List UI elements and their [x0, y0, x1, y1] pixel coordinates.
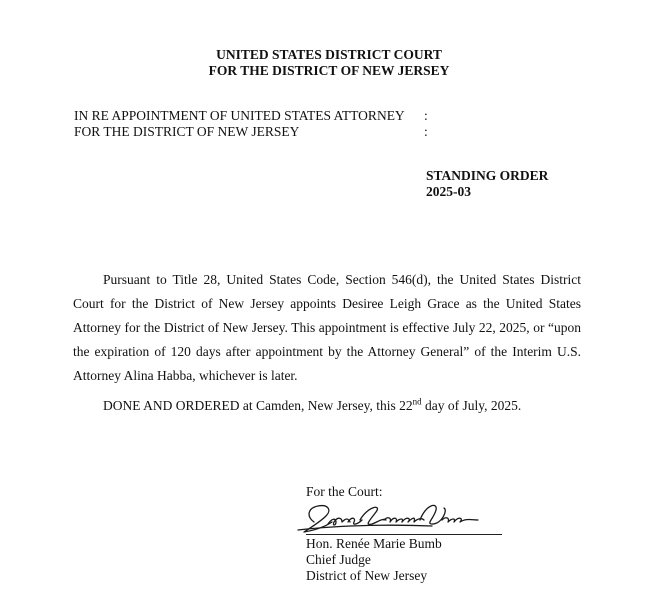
order-number: 2025-03 — [426, 184, 471, 199]
closing-suffix: day of July, 2025. — [421, 398, 522, 413]
case-caption — [74, 108, 594, 140]
caption-line-1 — [74, 108, 594, 124]
for-the-court-label: For the Court: — [306, 484, 383, 499]
closing-superscript: nd — [412, 396, 422, 407]
caption-colon-2: : — [424, 124, 428, 139]
order-title-block — [426, 168, 548, 200]
caption-text-2: FOR THE DISTRICT OF NEW JERSEY — [74, 124, 300, 139]
closing-prefix: DONE AND ORDERED at Camden, New Jersey, this 22 — [103, 398, 413, 413]
closing-paragraph — [73, 394, 581, 418]
signature-line — [306, 534, 502, 535]
signer-title: Chief Judge — [306, 552, 371, 567]
order-body — [73, 268, 581, 418]
court-header — [0, 47, 658, 79]
signature-area — [306, 500, 536, 536]
caption-colon-1: : — [424, 108, 428, 123]
order-title: STANDING ORDER — [426, 168, 549, 183]
signer-district: District of New Jersey — [306, 568, 428, 583]
caption-line-2 — [74, 124, 594, 140]
caption-text-1: IN RE APPOINTMENT OF UNITED STATES ATTORNEY — [74, 108, 405, 123]
court-name-line-1: UNITED STATES DISTRICT COURT — [216, 47, 442, 62]
signature-block — [306, 484, 536, 584]
signer-name: Hon. Renée Marie Bumb — [306, 536, 442, 551]
order-paragraph: Pursuant to Title 28, United States Code, Section 546(d), the United States District Court for the District of New Jersey appoints Desiree Leigh Grace as the United States Attorney for the District of New Jersey. This appointment is effective July 22, 2025, or “upon the expiration of 120 days after appointment by the Attorney General” of the Interim U.S. Attorney Alina Habba, whichever is later. — [73, 272, 581, 383]
court-name-line-2: FOR THE DISTRICT OF NEW JERSEY — [208, 63, 450, 78]
